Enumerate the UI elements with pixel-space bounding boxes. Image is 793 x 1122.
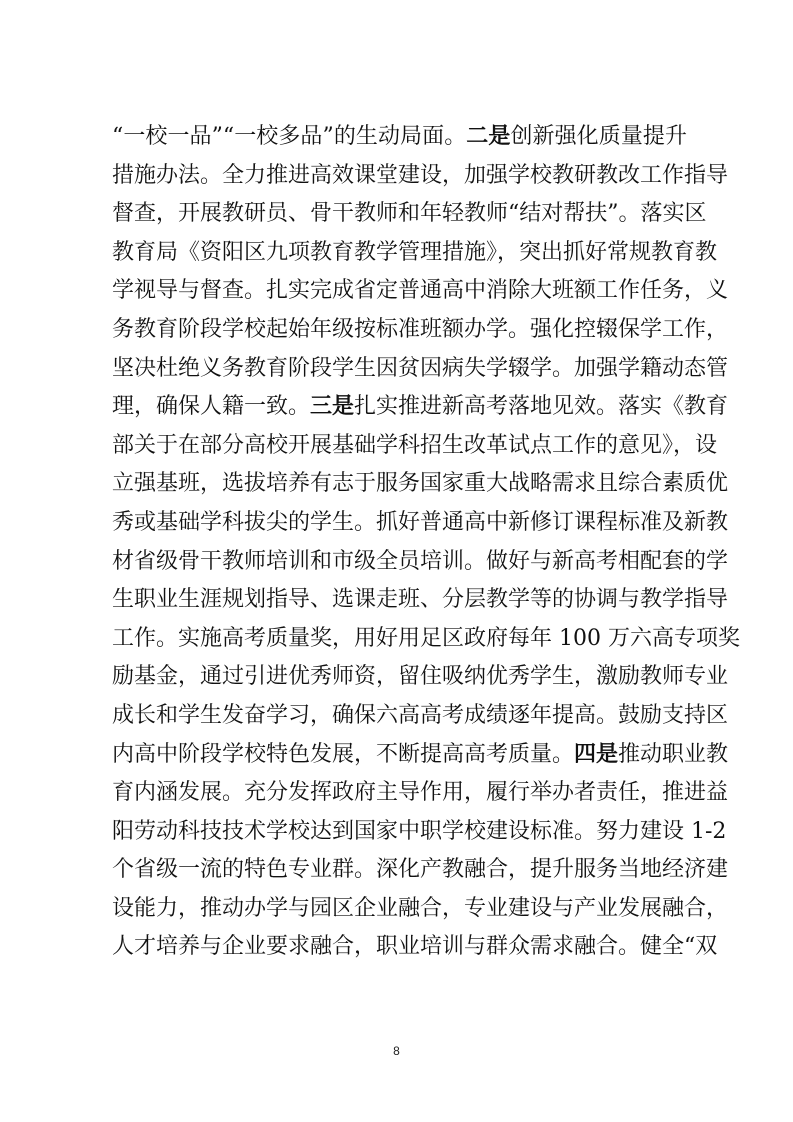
text-segment: 材省级骨干教师培训和市级全员培训。做好与新高考相配套的学 xyxy=(112,548,729,574)
text-line xyxy=(112,774,729,813)
text-segment: 人才培养与企业要求融合，职业培训与群众需求融合。健全“双 xyxy=(112,934,718,960)
text-line xyxy=(112,118,687,157)
text-segment: 秀或基础学科拔尖的学生。抓好普通高中新修订课程标准及新教 xyxy=(112,509,729,535)
text-segment: 学视导与督查。扎实完成省定普通高中消除大班额工作任务，义 xyxy=(112,278,729,304)
text-segment: 立强基班，选拔培养有志于服务国家重大战略需求且综合素质优 xyxy=(112,471,729,497)
bold-marker: 四是 xyxy=(574,741,619,767)
text-segment: 工作。实施高考质量奖，用好用足区政府每年 100 万六高专项奖 xyxy=(112,625,740,651)
bold-marker: 二是 xyxy=(466,124,511,149)
bold-marker: 三是 xyxy=(310,394,355,420)
text-line xyxy=(112,620,740,659)
text-line xyxy=(112,697,729,736)
text-line xyxy=(112,543,729,582)
text-segment: 励基金，通过引进优秀师资，留住吸纳优秀学生，激励教师专业 xyxy=(112,664,729,690)
text-segment: 务教育阶段学校起始年级按标准班额办学。强化控辍保学工作， xyxy=(112,316,729,342)
text-line xyxy=(112,736,729,775)
text-line xyxy=(112,272,729,311)
text-segment: 措施办法。全力推进高效课堂建设，加强学校教研教改工作指导 xyxy=(112,162,729,188)
text-segment: 督查，开展教研员、骨干教师和年轻教师“结对帮扶”。落实区 xyxy=(112,201,707,227)
text-line xyxy=(112,928,718,967)
text-segment: “一校一品”“一校多品”的生动局面。 xyxy=(112,124,467,149)
text-segment: 扎实推进新高考落地见效。落实《教育 xyxy=(354,394,729,420)
text-line xyxy=(112,350,729,389)
text-segment: 设能力，推动办学与园区企业融合，专业建设与产业发展融合， xyxy=(112,895,729,921)
text-line xyxy=(112,581,729,620)
text-segment: 阳劳动科技技术学校达到国家中职学校建设标准。努力建设 1-2 xyxy=(112,818,727,844)
text-segment: 育内涵发展。充分发挥政府主导作用，履行举办者责任，推进益 xyxy=(112,780,729,806)
text-segment: 教育局《资阳区九项教育教学管理措施》，突出抓好常规教育教 xyxy=(112,239,718,265)
text-segment: 生职业生涯规划指导、选课走班、分层教学等的协调与教学指导 xyxy=(112,587,729,613)
text-segment: 创新强化质量提升 xyxy=(510,124,687,149)
text-segment: 坚决杜绝义务教育阶段学生因贫因病失学辍学。加强学籍动态管 xyxy=(112,355,729,381)
text-segment: 成长和学生发奋学习，确保六高高考成绩逐年提高。鼓励支持区 xyxy=(112,702,729,728)
text-line xyxy=(112,311,729,350)
text-line xyxy=(112,465,729,504)
text-line xyxy=(112,851,729,890)
body-text xyxy=(112,118,740,967)
page-number: 8 xyxy=(393,1044,400,1058)
text-line xyxy=(112,890,729,929)
text-line xyxy=(112,813,727,852)
text-line xyxy=(112,658,729,697)
text-segment: 理，确保人籍一致。 xyxy=(112,394,311,420)
text-segment: 部关于在部分高校开展基础学科招生改革试点工作的意见》，设 xyxy=(112,432,718,458)
text-segment: 内高中阶段学校特色发展，不断提高高考质量。 xyxy=(112,741,575,767)
text-line xyxy=(112,427,718,466)
text-line xyxy=(112,504,729,543)
text-line xyxy=(112,234,718,273)
text-segment: 个省级一流的特色专业群。深化产教融合，提升服务当地经济建 xyxy=(112,857,729,883)
text-line xyxy=(112,388,729,427)
text-line xyxy=(112,195,707,234)
text-line xyxy=(112,157,729,196)
text-segment: 推动职业教 xyxy=(618,741,729,767)
